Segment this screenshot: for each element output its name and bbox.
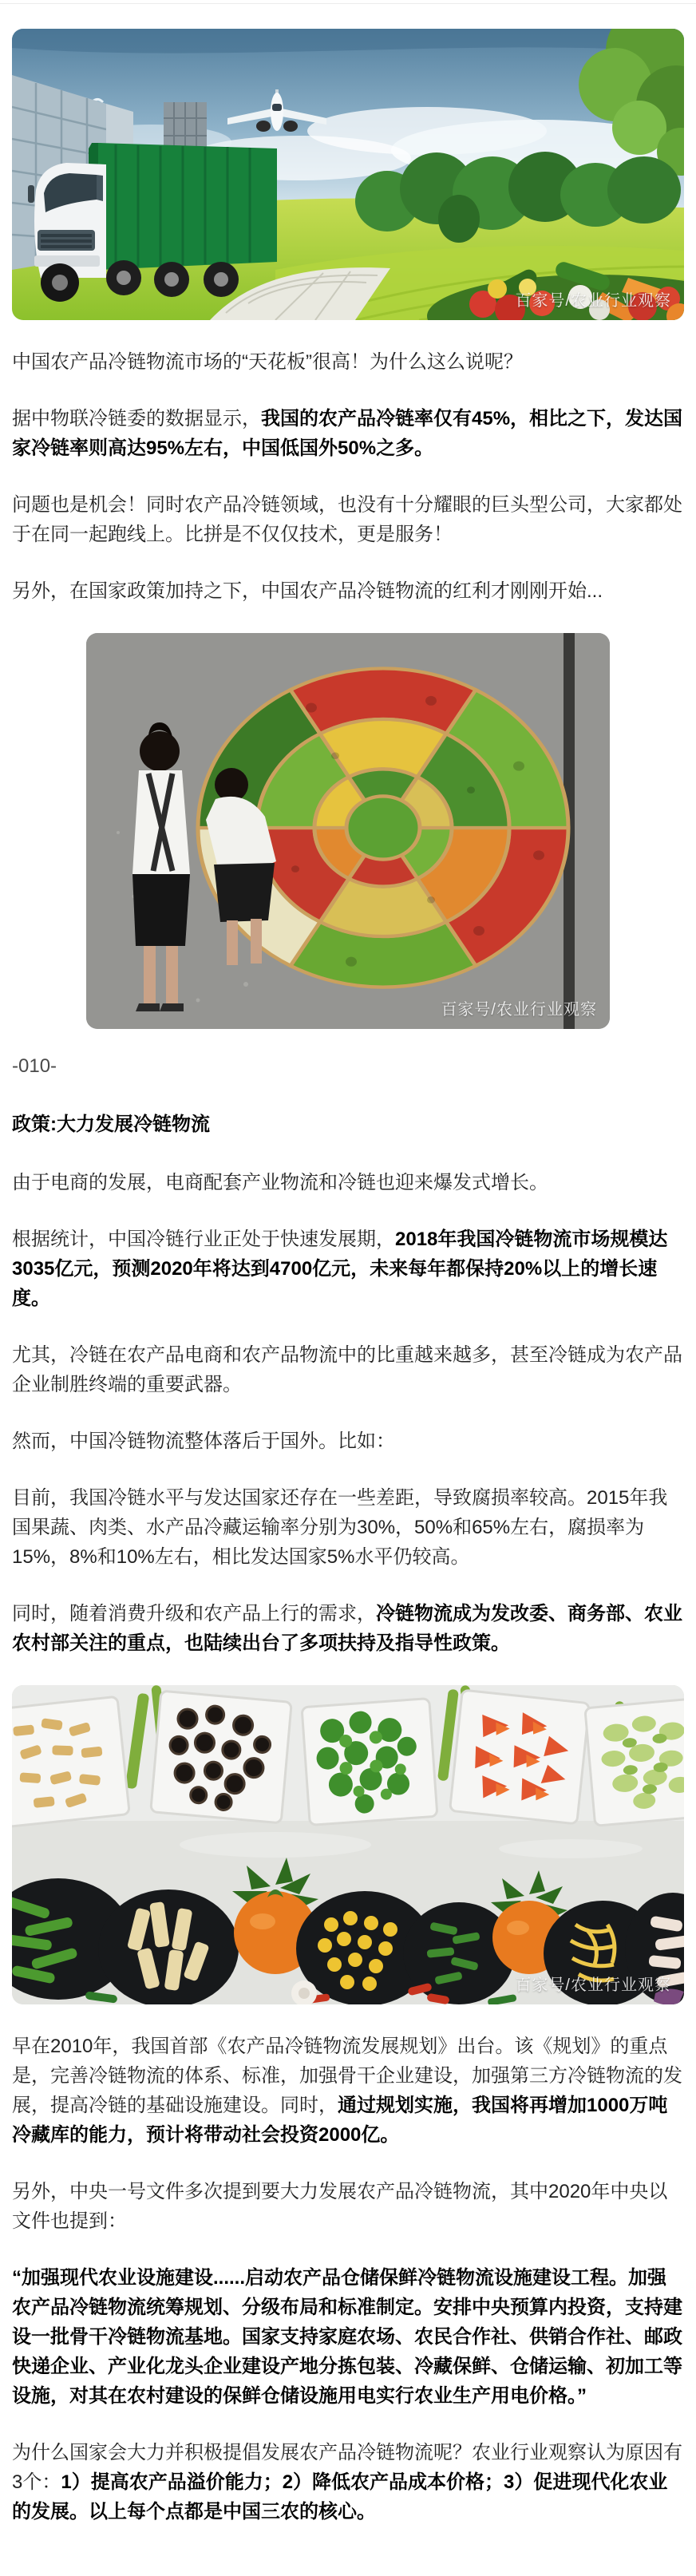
text-run: 问题也是机会！同时农产品冷链领域，也没有十分耀眼的巨头型公司，大家都处于在同一起跑线上。比拼是不仅仅技术，更是服务！ [12, 494, 682, 545]
text-run: 另外，在国家政策加持之下，中国农产品冷链物流的红利才刚刚开始... [12, 580, 603, 602]
article-body [0, 29, 696, 2576]
top-divider [0, 3, 696, 4]
text-run: 早在2010年，我国首部《农产品冷链物流发展规划》出台。该《规划》的重点是，完善冷链物流的体系、标准，加强骨干企业建设，加强第三方冷链物流的发展，提高冷链的基础设施建设。同时， [12, 2036, 682, 2116]
bold-text-run: 我国的农产品冷链率仅有45%，相比之下，发达国家冷链率则高达95%左右，中国低国外50%之多。 [12, 408, 683, 459]
text-run: -010- [12, 1055, 57, 1077]
paragraph-group-1 [12, 347, 684, 606]
bold-text-run: 政策:大力发展冷链物流 [12, 1114, 210, 1135]
text-run: 尤其，冷链在农产品电商和农产品物流中的比重越来越多，甚至冷链成为农产品企业制胜终端的重要武器。 [12, 1344, 682, 1395]
article-paragraph [12, 1426, 684, 1456]
section-number [12, 1051, 684, 1081]
text-run: 同时，随着消费升级和农产品上行的需求， [12, 1603, 376, 1624]
text-run: 由于电商的发展，电商配套产业物流和冷链也迎来爆发式增长。 [12, 1172, 548, 1193]
paragraph-group-3 [12, 2032, 684, 2527]
article-paragraph [12, 490, 684, 549]
article-paragraph [12, 2032, 684, 2150]
hero-image[interactable] [12, 29, 684, 320]
food-trays-image[interactable] [12, 1685, 684, 2004]
article-page [0, 3, 696, 2576]
text-run: 为什么国家会大力并积极提倡发展农产品冷链物流呢？农业行业观察认为原因有3个： [12, 2442, 682, 2493]
article-paragraph [12, 1483, 684, 1572]
article-paragraph [12, 2438, 684, 2527]
vegetable-platter-image[interactable] [86, 633, 610, 1029]
article-paragraph [12, 2263, 684, 2411]
bold-text-run: 冷链物流成为发改委、商务部、农业农村部关注的重点，也陆续出台了多项扶持及指导性政策。 [12, 1603, 682, 1654]
article-paragraph [12, 576, 684, 606]
paragraph-group-2 [12, 1051, 684, 1658]
watermark-text: 百家号/农业行业观察 [441, 1001, 597, 1019]
text-run: 中国农产品冷链物流市场的“天花板”很高！为什么这么说呢？ [12, 351, 523, 373]
watermark-text: 百家号/农业行业观察 [515, 292, 671, 310]
bold-text-run: 通过规划实施，我国将再增加1000万吨冷藏库的能力，预计将带动社会投资2000亿。 [12, 2095, 668, 2146]
bold-text-run: 2018年我国冷链物流市场规模达3035亿元，预测2020年将达到4700亿元，未来每年都保持20%以上的增长速度。 [12, 1229, 668, 1309]
bold-text-run: “加强现代农业设施建设......启动农产品仓储保鲜冷链物流设施建设工程。加强农产品冷链物流统筹规划、分级布局和标准制定。安排中央预算内投资，支持建设一批骨干冷链物流基地。国家支持家庭农场、农民合作社、供销合作社、邮政快递企业、产业化龙头企业建设产地分拣包装、冷藏保鲜、仓储运输、初加工等设施，对其在农村建设的保鲜仓储设施用电实行农业生产用电价格。” [12, 2267, 682, 2407]
bold-text-run: 1）提高农产品溢价能力；2）降低农产品成本价格；3）促进现代化农业的发展。以上每个点都是中国三农的核心。 [12, 2471, 668, 2523]
article-paragraph [12, 347, 684, 377]
text-run: 另外，中央一号文件多次提到要大力发展农产品冷链物流，其中2020年中央以文件也提到： [12, 2181, 668, 2232]
section-heading [12, 1110, 684, 1139]
text-run: 根据统计，中国冷链行业正处于快速发展期， [12, 1229, 395, 1250]
article-paragraph [12, 1168, 684, 1197]
article-paragraph [12, 404, 684, 463]
text-run: 据中物联冷链委的数据显示， [12, 408, 261, 429]
text-run: 目前，我国冷链水平与发达国家还存在一些差距，导致腐损率较高。2015年我国果蔬、肉类、水产品冷藏运输率分别为30%，50%和65%左右，腐损率为15%，8%和10%左右，相比发达国家5%水平仍较高。 [12, 1487, 668, 1568]
article-paragraph [12, 1340, 684, 1399]
article-paragraph [12, 1599, 684, 1658]
article-paragraph [12, 1225, 684, 1313]
watermark-text: 百家号/农业行业观察 [515, 1977, 671, 1994]
text-run: 然而，中国冷链物流整体落后于国外。比如： [12, 1430, 395, 1452]
article-paragraph [12, 2177, 684, 2236]
trays-illustration [12, 1685, 684, 2004]
platter-illustration [86, 633, 610, 1029]
hero-illustration [12, 29, 684, 320]
